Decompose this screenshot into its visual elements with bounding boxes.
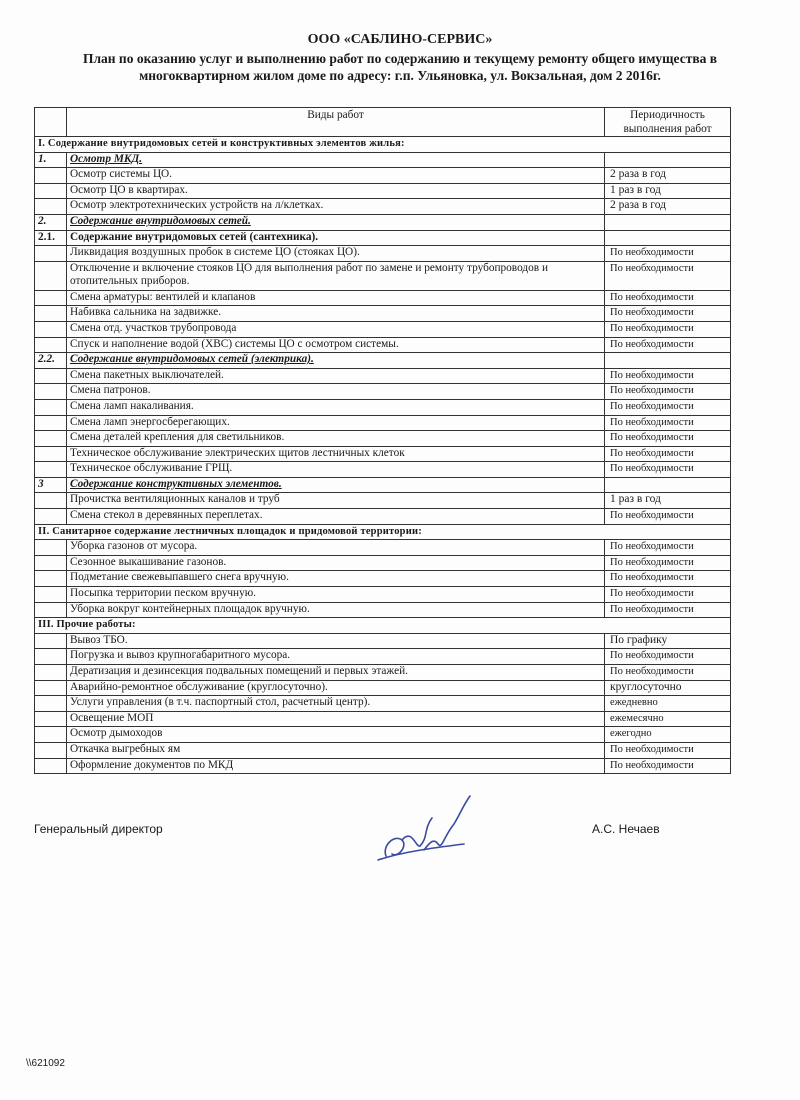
work-item-row: [35, 306, 731, 322]
work-item-row: [35, 337, 731, 353]
work-description: Смена деталей крепления для светильников.: [67, 431, 605, 447]
item-num-cell: [35, 261, 67, 290]
work-frequency: По необходимости: [605, 399, 731, 415]
item-num-cell: [35, 368, 67, 384]
work-frequency: По необходимости: [605, 555, 731, 571]
work-description: Посыпка территории песком вручную.: [67, 587, 605, 603]
section-row: [35, 137, 731, 153]
work-item-row: [35, 168, 731, 184]
work-item-row: [35, 758, 731, 774]
header-frequency: Периодичность выполнения работ: [605, 108, 731, 137]
work-item-row: [35, 399, 731, 415]
item-num-cell: [35, 540, 67, 556]
plan-title: План по оказанию услуг и выполнению работ по содержанию и текущему ремонту общего имущества в многоквартирном жилом доме по адресу: г.п. Ульяновка, ул. Вокзальная, дом 2 2016г.: [82, 51, 718, 83]
item-num-cell: [35, 509, 67, 525]
work-description: Оформление документов по МКД: [67, 758, 605, 774]
item-num-cell: [35, 555, 67, 571]
work-description: Сезонное выкашивание газонов.: [67, 555, 605, 571]
work-description: Отключение и включение стояков ЦО для выполнения работ по замене и ремонту трубопроводов и отопительных приборов.: [67, 261, 605, 290]
work-frequency: По необходимости: [605, 261, 731, 290]
work-frequency: По необходимости: [605, 368, 731, 384]
work-item-row: [35, 246, 731, 262]
item-num-cell: [35, 696, 67, 712]
company-name: ООО «САБЛИНО-СЕРВИС»: [307, 32, 493, 47]
work-frequency: По необходимости: [605, 665, 731, 681]
work-frequency: По необходимости: [605, 321, 731, 337]
work-description: Осмотр электротехнических устройств на л/клетках.: [67, 199, 605, 215]
section-row: [35, 618, 731, 634]
work-item-row: [35, 199, 731, 215]
work-description: Уборка газонов от мусора.: [67, 540, 605, 556]
empty-frequency-cell: [605, 214, 731, 230]
work-frequency: По необходимости: [605, 384, 731, 400]
item-num-cell: [35, 415, 67, 431]
work-frequency: 1 раз в год: [605, 183, 731, 199]
work-description: Аварийно-ремонтное обслуживание (круглосуточно).: [67, 680, 605, 696]
work-frequency: По необходимости: [605, 509, 731, 525]
work-frequency: По необходимости: [605, 415, 731, 431]
header-num-cell: [35, 108, 67, 137]
empty-frequency-cell: [605, 353, 731, 369]
subsection-number: 2.: [35, 214, 67, 230]
work-item-row: [35, 509, 731, 525]
work-description: Вывоз ТБО.: [67, 633, 605, 649]
work-item-row: [35, 540, 731, 556]
item-num-cell: [35, 571, 67, 587]
item-num-cell: [35, 431, 67, 447]
table-header-row: [35, 108, 731, 137]
work-item-row: [35, 727, 731, 743]
work-frequency: По необходимости: [605, 602, 731, 618]
empty-frequency-cell: [605, 477, 731, 493]
work-item-row: [35, 649, 731, 665]
item-num-cell: [35, 446, 67, 462]
work-frequency: ежедневно: [605, 696, 731, 712]
subsection-title: Содержание конструктивных элементов.: [67, 477, 605, 493]
item-num-cell: [35, 290, 67, 306]
work-description: Спуск и наполнение водой (ХВС) системы ЦО с осмотром системы.: [67, 337, 605, 353]
subsection-row: [35, 230, 731, 246]
work-description: Смена пакетных выключателей.: [67, 368, 605, 384]
work-item-row: [35, 493, 731, 509]
work-frequency: По необходимости: [605, 290, 731, 306]
work-description: Смена патронов.: [67, 384, 605, 400]
work-item-row: [35, 183, 731, 199]
empty-frequency-cell: [605, 230, 731, 246]
work-item-row: [35, 696, 731, 712]
work-description: Погрузка и вывоз крупногабаритного мусора.: [67, 649, 605, 665]
work-item-row: [35, 742, 731, 758]
header-works: Виды работ: [67, 108, 605, 137]
item-num-cell: [35, 665, 67, 681]
work-item-row: [35, 462, 731, 478]
work-description: Осмотр системы ЦО.: [67, 168, 605, 184]
subsection-number: 3: [35, 477, 67, 493]
section-title: II. Санитарное содержание лестничных площадок и придомовой территории:: [35, 524, 731, 540]
work-description: Подметание свежевыпавшего снега вручную.: [67, 571, 605, 587]
work-description: Услуги управления (в т.ч. паспортный стол, расчетный центр).: [67, 696, 605, 712]
subsection-number: 2.1.: [35, 230, 67, 246]
work-item-row: [35, 321, 731, 337]
works-table: [34, 107, 731, 774]
subsection-row: [35, 152, 731, 168]
work-frequency: 2 раза в год: [605, 168, 731, 184]
signer-name: А.С. Нечаев: [592, 822, 660, 836]
item-num-cell: [35, 758, 67, 774]
item-num-cell: [35, 602, 67, 618]
work-frequency: По необходимости: [605, 337, 731, 353]
work-frequency: По графику: [605, 633, 731, 649]
item-num-cell: [35, 399, 67, 415]
work-frequency: По необходимости: [605, 462, 731, 478]
section-row: [35, 524, 731, 540]
item-num-cell: [35, 168, 67, 184]
work-item-row: [35, 261, 731, 290]
subsection-row: [35, 477, 731, 493]
item-num-cell: [35, 587, 67, 603]
signer-position: Генеральный директор: [34, 822, 163, 836]
document-number: \\621092: [26, 1058, 65, 1069]
handwritten-signature: [372, 788, 482, 883]
item-num-cell: [35, 680, 67, 696]
work-frequency: По необходимости: [605, 742, 731, 758]
work-description: Техническое обслуживание электрических щитов лестничных клеток: [67, 446, 605, 462]
item-num-cell: [35, 246, 67, 262]
work-description: Осмотр ЦО в квартирах.: [67, 183, 605, 199]
work-frequency: По необходимости: [605, 446, 731, 462]
work-item-row: [35, 415, 731, 431]
work-description: Смена отд. участков трубопровода: [67, 321, 605, 337]
item-num-cell: [35, 199, 67, 215]
work-item-row: [35, 384, 731, 400]
work-item-row: [35, 290, 731, 306]
item-num-cell: [35, 321, 67, 337]
section-title: I. Содержание внутридомовых сетей и конструктивных элементов жилья:: [35, 137, 731, 153]
item-num-cell: [35, 727, 67, 743]
work-description: Прочистка вентиляционных каналов и труб: [67, 493, 605, 509]
work-frequency: По необходимости: [605, 587, 731, 603]
work-frequency: круглосуточно: [605, 680, 731, 696]
work-frequency: По необходимости: [605, 431, 731, 447]
work-description: Осмотр дымоходов: [67, 727, 605, 743]
work-description: Техническое обслуживание ГРЩ.: [67, 462, 605, 478]
work-item-row: [35, 711, 731, 727]
item-num-cell: [35, 493, 67, 509]
work-description: Ликвидация воздушных пробок в системе ЦО (стояках ЦО).: [67, 246, 605, 262]
subsection-title: Содержание внутридомовых сетей.: [67, 214, 605, 230]
work-frequency: 1 раз в год: [605, 493, 731, 509]
work-description: Смена ламп энергосберегающих.: [67, 415, 605, 431]
empty-frequency-cell: [605, 152, 731, 168]
subsection-title: Осмотр МКД.: [67, 152, 605, 168]
item-num-cell: [35, 384, 67, 400]
item-num-cell: [35, 711, 67, 727]
subsection-row: [35, 353, 731, 369]
subsection-row: [35, 214, 731, 230]
subsection-number: 2.2.: [35, 353, 67, 369]
work-frequency: По необходимости: [605, 649, 731, 665]
item-num-cell: [35, 633, 67, 649]
item-num-cell: [35, 183, 67, 199]
item-num-cell: [35, 742, 67, 758]
work-frequency: По необходимости: [605, 306, 731, 322]
work-description: Набивка сальника на задвижке.: [67, 306, 605, 322]
work-description: Смена стекол в деревянных переплетах.: [67, 509, 605, 525]
work-frequency: ежемесячно: [605, 711, 731, 727]
work-item-row: [35, 431, 731, 447]
subsection-title: Содержание внутридомовых сетей (электрика).: [67, 353, 605, 369]
subsection-title: Содержание внутридомовых сетей (сантехника).: [67, 230, 605, 246]
work-frequency: 2 раза в год: [605, 199, 731, 215]
work-item-row: [35, 446, 731, 462]
work-frequency: По необходимости: [605, 540, 731, 556]
work-item-row: [35, 555, 731, 571]
work-description: Смена ламп накаливания.: [67, 399, 605, 415]
work-frequency: ежегодно: [605, 727, 731, 743]
work-frequency: По необходимости: [605, 758, 731, 774]
section-title: III. Прочие работы:: [35, 618, 731, 634]
work-description: Смена арматуры: вентилей и клапанов: [67, 290, 605, 306]
work-item-row: [35, 602, 731, 618]
work-frequency: По необходимости: [605, 246, 731, 262]
work-frequency: По необходимости: [605, 571, 731, 587]
work-description: Уборка вокруг контейнерных площадок вручную.: [67, 602, 605, 618]
work-description: Откачка выгребных ям: [67, 742, 605, 758]
work-description: Освещение МОП: [67, 711, 605, 727]
work-item-row: [35, 665, 731, 681]
work-item-row: [35, 571, 731, 587]
item-num-cell: [35, 649, 67, 665]
work-item-row: [35, 587, 731, 603]
work-item-row: [35, 633, 731, 649]
item-num-cell: [35, 337, 67, 353]
item-num-cell: [35, 462, 67, 478]
item-num-cell: [35, 306, 67, 322]
subsection-number: 1.: [35, 152, 67, 168]
work-item-row: [35, 680, 731, 696]
work-description: Дератизация и дезинсекция подвальных помещений и первых этажей.: [67, 665, 605, 681]
work-item-row: [35, 368, 731, 384]
